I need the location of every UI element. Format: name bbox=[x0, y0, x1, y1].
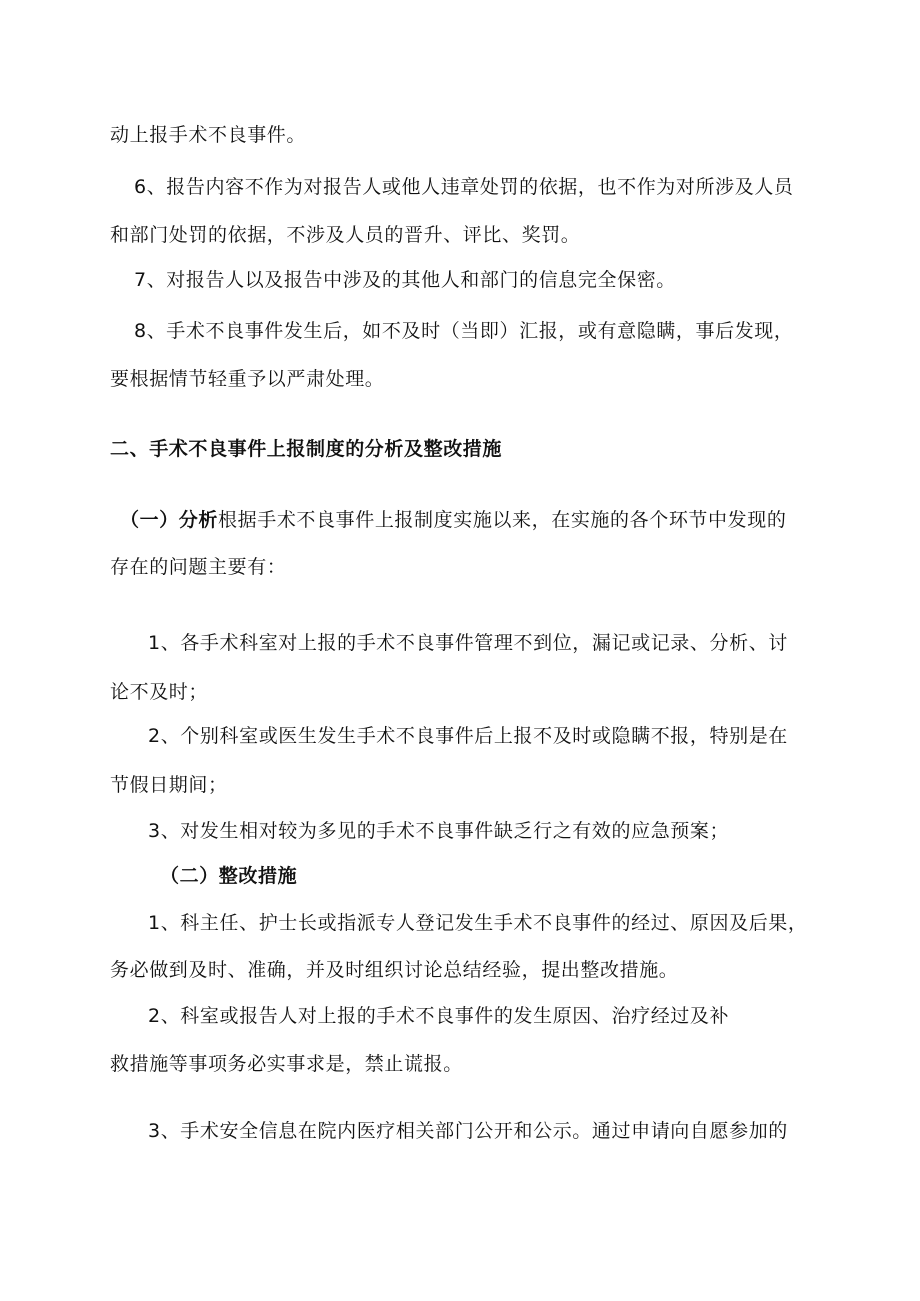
text-line: 3、对发生相对较为多见的手术不良事件缺乏行之有效的应急预案； bbox=[148, 820, 730, 842]
text-line bbox=[120, 511, 786, 530]
text-line: 2、科室或报告人对上报的手术不良事件的发生原因、治疗经过及补 bbox=[148, 1005, 730, 1027]
text-line: 3、手术安全信息在院内医疗相关部门公开和公示。通过申请向自愿参加的 bbox=[148, 1120, 788, 1142]
text-line: 救措施等事项务必实事求是，禁止谎报。 bbox=[110, 1053, 463, 1075]
text-line: 1、科主任、护士长或指派专人登记发生手术不良事件的经过、原因及后果， bbox=[148, 912, 808, 934]
text-line-rest: 根据手术不良事件上报制度实施以来，在实施的各个环节中发现的 bbox=[218, 509, 787, 531]
section-heading: 二、手术不良事件上报制度的分析及整改措施 bbox=[110, 438, 503, 460]
text-line: 7、对报告人以及报告中涉及的其他人和部门的信息完全保密。 bbox=[134, 269, 676, 291]
subsection-heading: （二）整改措施 bbox=[160, 865, 298, 887]
text-line: 务必做到及时、准确，并及时组织讨论总结经验，提出整改措施。 bbox=[110, 959, 679, 981]
text-line: 论不及时； bbox=[110, 681, 209, 703]
text-line: 和部门处罚的依据，不涉及人员的晋升、评比、奖罚。 bbox=[110, 224, 581, 246]
subsection-heading: （一）分析 bbox=[120, 509, 219, 531]
text-line: 要根据情节轻重予以严肃处理。 bbox=[110, 368, 385, 390]
text-line: 2、个别科室或医生发生手术不良事件后上报不及时或隐瞒不报，特别是在 bbox=[148, 725, 788, 747]
text-line: 1、各手术科室对上报的手术不良事件管理不到位，漏记或记录、分析、讨 bbox=[148, 632, 788, 654]
text-line: 存在的问题主要有： bbox=[110, 556, 287, 578]
text-line: 8、手术不良事件发生后，如不及时（当即）汇报，或有意隐瞒，事后发现， bbox=[134, 320, 794, 342]
text-line: 动上报手术不良事件。 bbox=[110, 124, 307, 146]
text-line: 节假日期间； bbox=[110, 774, 228, 796]
text-line: 6、报告内容不作为对报告人或他人违章处罚的依据，也不作为对所涉及人员 bbox=[134, 176, 794, 198]
